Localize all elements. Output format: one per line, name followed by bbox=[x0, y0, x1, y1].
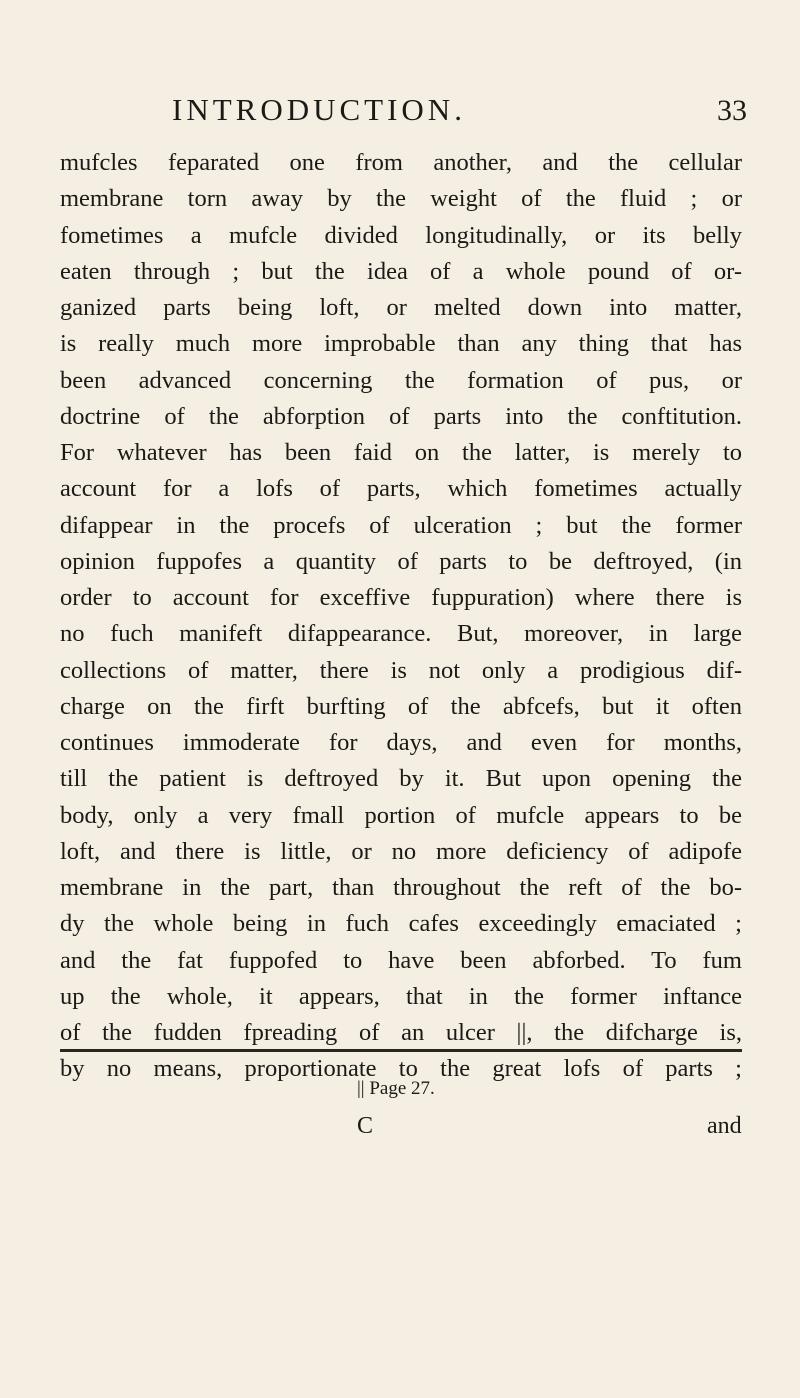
catchword: and bbox=[707, 1113, 742, 1139]
text-line: loft, and there is little, or no more deficiency of adipofe bbox=[60, 837, 742, 865]
text-line: difappear in the procefs of ulceration ; but the former bbox=[60, 511, 742, 539]
text-line: eaten through ; but the idea of a whole pound of or- bbox=[60, 257, 742, 285]
text-line: account for a lofs of parts, which fometimes actually bbox=[60, 475, 742, 503]
body-text bbox=[60, 145, 742, 1088]
text-line: and the fat fuppofed to have been abforbed. To fum bbox=[60, 946, 742, 974]
text-line: been advanced concerning the formation of pus, or bbox=[60, 366, 742, 394]
text-line: doctrine of the abforption of parts into the conftitution. bbox=[60, 402, 742, 430]
text-line: dy the whole being in fuch cafes exceedingly emaciated ; bbox=[60, 910, 742, 938]
text-line: up the whole, it appears, that in the former inftance bbox=[60, 982, 742, 1010]
text-line: collections of matter, there is not only a prodigious dif- bbox=[60, 656, 742, 684]
footnote: || Page 27. bbox=[357, 1078, 435, 1099]
text-line: opinion fuppofes a quantity of parts to be deftroyed, (in bbox=[60, 547, 742, 575]
text-line: membrane torn away by the weight of the fluid ; or bbox=[60, 185, 742, 213]
text-line: membrane in the part, than throughout the reft of the bo- bbox=[60, 874, 742, 901]
running-title: INTRODUCTION. bbox=[172, 92, 466, 127]
text-line: by no means, proportionate to the great lofs of parts ; bbox=[60, 1055, 742, 1083]
page-number: 33 bbox=[717, 94, 747, 127]
text-line: For whatever has been faid on the latter, is merely to bbox=[60, 439, 742, 466]
text-line: charge on the firft burfting of the abfcefs, but it often bbox=[60, 692, 742, 720]
text-line: mufcles feparated one from another, and the cellular bbox=[60, 149, 742, 176]
text-line: is really much more improbable than any thing that has bbox=[60, 330, 742, 358]
text-line: of the fudden fpreading of an ulcer ||, the difcharge is, bbox=[60, 1019, 742, 1046]
footnote-divider bbox=[60, 1049, 742, 1052]
page-header bbox=[0, 92, 800, 132]
text-line: ganized parts being loft, or melted down into matter, bbox=[60, 294, 742, 321]
text-line: no fuch manifeft difappearance. But, moreover, in large bbox=[60, 620, 742, 648]
text-line: continues immoderate for days, and even for months, bbox=[60, 729, 742, 756]
text-line: order to account for exceffive fuppuration) where there is bbox=[60, 584, 742, 611]
text-line: fometimes a mufcle divided longitudinally, or its belly bbox=[60, 221, 742, 249]
text-line: till the patient is deftroyed by it. But upon opening the bbox=[60, 765, 742, 793]
signature-mark: C bbox=[357, 1113, 374, 1139]
text-line: body, only a very fmall portion of mufcle appears to be bbox=[60, 801, 742, 829]
